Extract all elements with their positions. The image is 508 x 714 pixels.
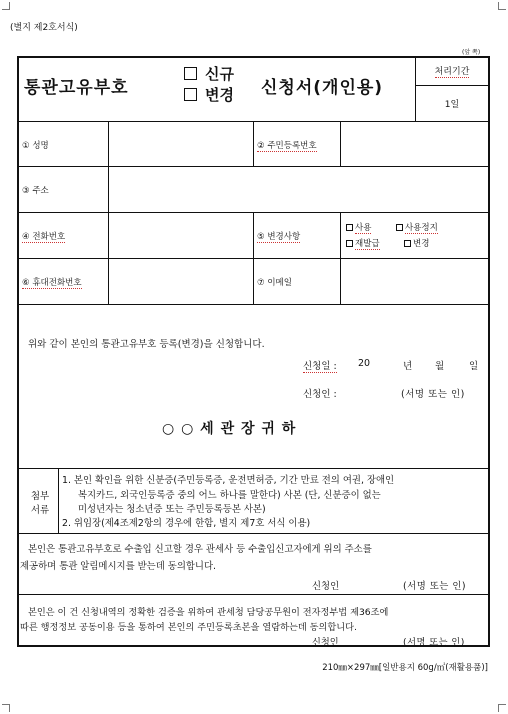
suspend-checkbox[interactable]	[396, 224, 403, 231]
name-field[interactable]	[110, 123, 252, 165]
address-field[interactable]	[110, 168, 487, 211]
applicant-label: 신청인 :	[303, 389, 337, 400]
mobile-label: ⑥ 휴대전화번호	[22, 278, 82, 288]
change-items-label: ⑤ 변경사항	[257, 232, 301, 242]
consent1-signer: 신청인	[312, 581, 340, 592]
consent2-line-2: 따른 행정정보 공동이용 등을 통하여 본인의 주민등록초본을 열람하는데 동의합니다.	[20, 622, 357, 633]
modify-checkbox[interactable]	[404, 240, 411, 247]
change-option-reissue[interactable]: 재발급	[346, 237, 380, 249]
day-label: 일	[469, 361, 479, 372]
attachments-label-2: 서류	[30, 505, 50, 516]
reissue-checkbox[interactable]	[346, 240, 353, 247]
change-option-modify[interactable]: 변경	[404, 237, 429, 249]
mobile-field[interactable]	[110, 260, 252, 303]
paper-spec-footer: 210㎜×297㎜[일반용지 60g/㎡(재활용품)]	[322, 663, 488, 673]
resident-no-label: ② 주민등록번호	[257, 141, 317, 151]
consent2-sign: (서명 또는 인)	[403, 637, 465, 648]
attachment-line-4: 2. 위임장(제4조제2항의 경우에 한함, 별지 제7호 서식 이용)	[62, 518, 311, 529]
declaration-text: 위와 같이 본인의 통관고유부호 등록(변경)을 신청합니다.	[28, 339, 265, 350]
email-label: ⑦ 이메일	[257, 278, 292, 288]
attachments-label-1: 첨부	[30, 491, 50, 502]
crop-mark-top-right	[498, 2, 506, 10]
consent2-line-1: 본인은 이 건 신청내역의 정확한 검증을 위하여 관세청 담당공무원이 전자정부법 제36조에	[28, 607, 389, 618]
consent1-sign: (서명 또는 인)	[403, 581, 467, 592]
crop-mark-top-left	[2, 2, 10, 10]
attachment-line-3: 미성년자는 청소년증 또는 주민등록등본 사본)	[78, 504, 266, 515]
phone-field[interactable]	[110, 214, 252, 257]
consent1-line-1: 본인은 통관고유부호로 수출입 신고할 경우 관세사 등 수출입신고자에게 위의 주소를	[28, 544, 372, 555]
change-option-suspend[interactable]: 사용정지	[396, 221, 438, 233]
option-new-label: 신규	[205, 65, 234, 83]
processing-value: 1일	[444, 100, 460, 110]
address-label: ③ 주소	[22, 186, 49, 196]
attachment-line-2: 복지카드, 외국인등록증 중의 어느 하나를 말한다) 사본 (단, 신분증이 없는	[78, 490, 381, 501]
name-label: ① 성명	[22, 141, 49, 151]
consent1-line-2: 제공하며 통관 알림메시지를 받는데 동의합니다.	[20, 561, 217, 572]
email-field[interactable]	[342, 260, 487, 303]
change-checkbox[interactable]	[184, 88, 197, 101]
processing-label: 처리기간	[434, 67, 470, 77]
page-mark: (앞 쪽)	[462, 49, 481, 56]
addressee: ○ ○ 세 관 장 귀 하	[162, 421, 297, 437]
option-change-label: 변경	[205, 86, 234, 104]
change-option-use[interactable]: 사용	[346, 221, 371, 233]
resident-no-field[interactable]	[342, 123, 487, 165]
form-code: (별지 제2호서식)	[10, 23, 78, 33]
month-label: 월	[435, 361, 445, 372]
year-prefix: 20	[358, 358, 371, 369]
crop-mark-bottom-right	[498, 704, 506, 712]
form-title: 통관고유부호	[24, 78, 129, 98]
phone-label: ④ 전화번호	[22, 232, 66, 242]
crop-mark-bottom-left	[2, 704, 10, 712]
year-label: 년	[403, 361, 413, 372]
applicant-sign: (서명 또는 인)	[401, 389, 465, 400]
attachment-line-1: 1. 본인 확인을 위한 신분증(주민등록증, 운전면허증, 기간 만료 전의 여권, 장애인	[62, 475, 395, 486]
application-date-label: 신청일 :	[303, 361, 337, 372]
new-checkbox[interactable]	[184, 67, 197, 80]
consent2-signer: 신청인	[312, 637, 339, 648]
use-checkbox[interactable]	[346, 224, 353, 231]
form-subtitle: 신청서(개인용)	[261, 78, 384, 98]
